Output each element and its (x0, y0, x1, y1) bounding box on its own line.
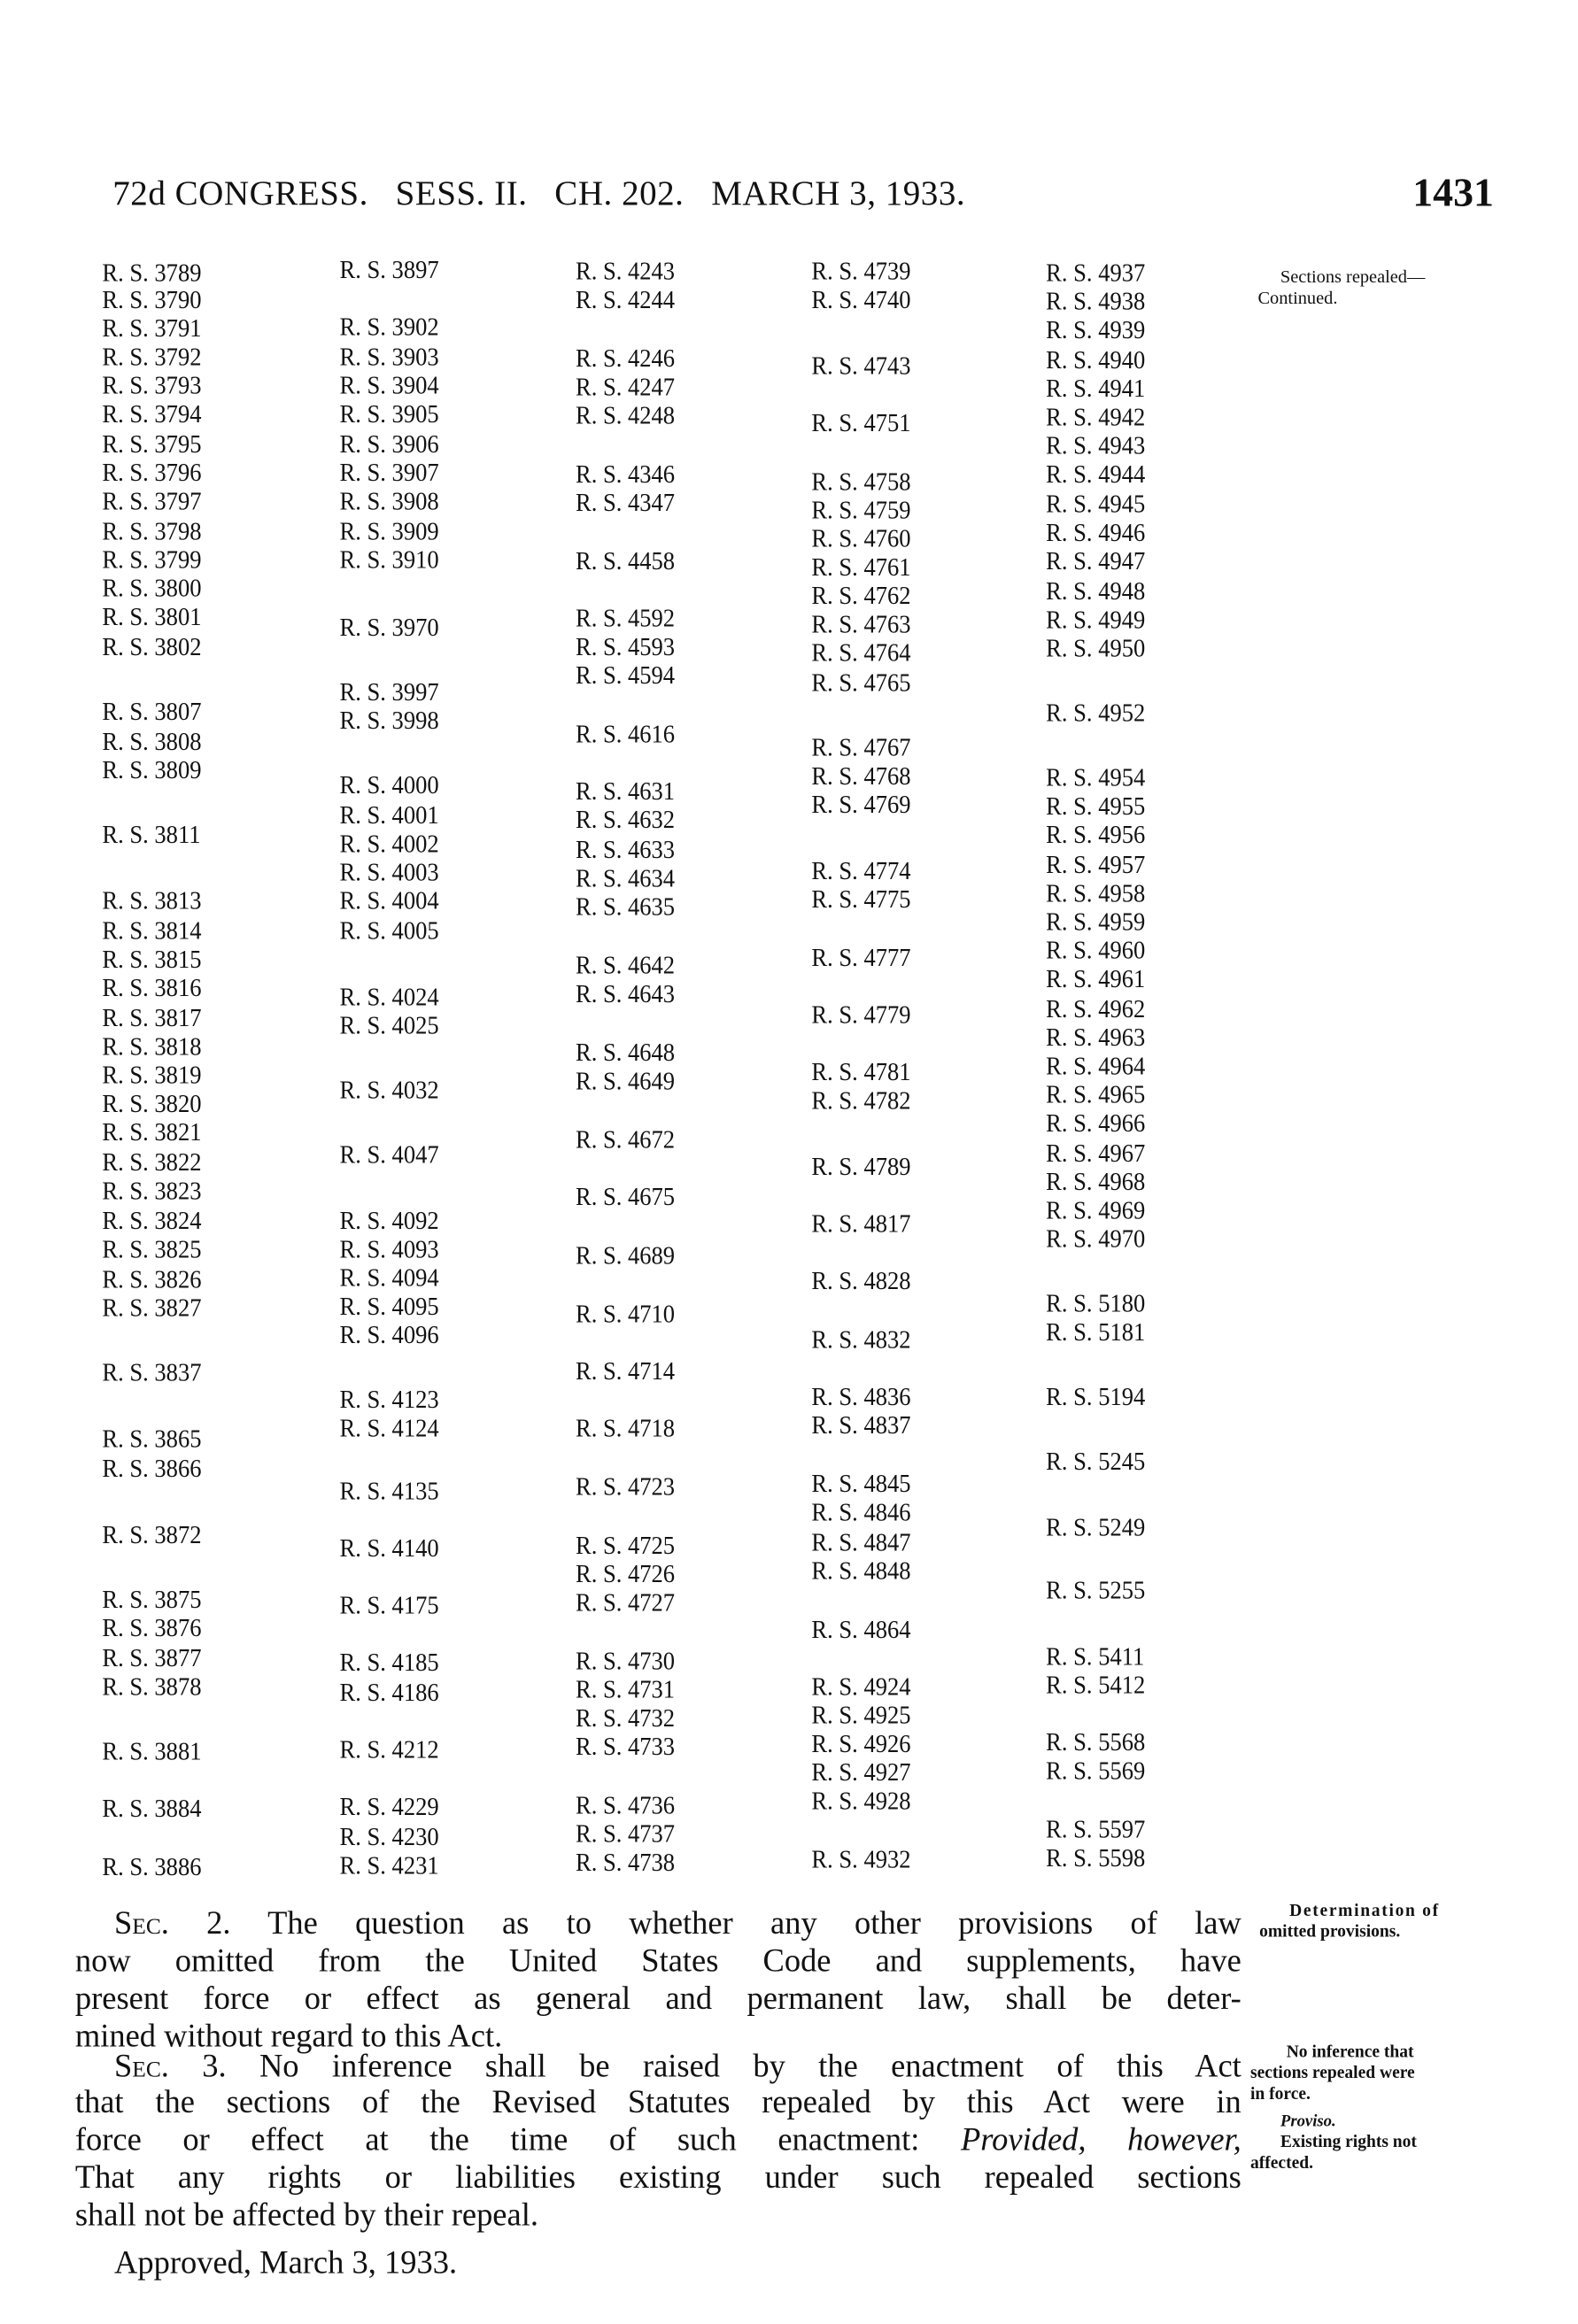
section-entry: R. S. 3909 (339, 516, 439, 546)
margin-note-existing-rights (1250, 2132, 1417, 2174)
section-entry: R. S. 3823 (102, 1176, 202, 1206)
section-entry: R. S. 3808 (102, 727, 202, 756)
sec3-line: shall not be affected by their repeal. (74, 2197, 538, 2233)
section-entry: R. S. 4231 (339, 1850, 439, 1880)
margin-note-no-inference (1250, 2042, 1415, 2104)
section-entry: R. S. 4723 (575, 1472, 676, 1502)
section-entry: R. S. 4949 (1046, 605, 1146, 635)
section-entry: R. S. 4743 (811, 351, 911, 381)
section-entry: R. S. 4733 (575, 1732, 676, 1762)
section-entry: R. S. 4952 (1046, 699, 1146, 728)
section-entry: R. S. 3797 (102, 486, 202, 516)
section-entry: R. S. 4782 (811, 1086, 911, 1116)
sec3-line (75, 2121, 1242, 2158)
section-entry: R. S. 4135 (339, 1477, 439, 1506)
sec2-line: mined without regard to this Act. (74, 2018, 503, 2054)
section-entry: R. S. 4649 (575, 1066, 676, 1096)
section-entry: R. S. 4759 (811, 496, 911, 525)
section-entry: R. S. 4789 (811, 1152, 911, 1181)
section-entry: R. S. 4751 (811, 408, 911, 437)
section-entry: R. S. 4964 (1046, 1051, 1146, 1081)
section-entry: R. S. 3826 (102, 1264, 202, 1294)
section-entry: R. S. 3791 (102, 313, 202, 343)
section-entry: R. S. 4001 (339, 800, 439, 830)
running-head: 72d CONGRESS. SESS. II. CH. 202. MARCH 3, 1933. (112, 174, 966, 212)
section-entry: R. S. 3872 (102, 1520, 202, 1549)
margin-note-line: omitted provisions. (1259, 1923, 1401, 1942)
section-entry: R. S. 5249 (1046, 1512, 1146, 1542)
section-entry: R. S. 3998 (339, 706, 439, 735)
section-entry: R. S. 3865 (102, 1424, 202, 1454)
section-entry: R. S. 4828 (811, 1266, 911, 1295)
section-entry: R. S. 4246 (575, 344, 676, 373)
section-label: Sec. (113, 1904, 169, 1942)
section-entry: R. S. 3878 (102, 1672, 202, 1702)
section-entry: R. S. 3815 (102, 945, 202, 974)
margin-note-proviso: Proviso. (1280, 2112, 1336, 2131)
section-entry: R. S. 5597 (1046, 1815, 1146, 1844)
section-entry: R. S. 3811 (102, 820, 201, 849)
section-entry: R. S. 4000 (339, 770, 439, 799)
section-entry: R. S. 3970 (339, 613, 439, 642)
section-entry: R. S. 4954 (1046, 763, 1146, 792)
section-entry: R. S. 4347 (575, 488, 676, 517)
margin-note-line: Existing rights not (1280, 2133, 1417, 2152)
section-entry: R. S. 4648 (575, 1038, 676, 1067)
section-entry: R. S. 5569 (1046, 1756, 1146, 1786)
section-entry: R. S. 4003 (339, 858, 439, 887)
section-entry: R. S. 4185 (339, 1648, 439, 1677)
approved-line: Approved, March 3, 1933. (113, 2244, 458, 2282)
section-entry: R. S. 4938 (1046, 287, 1146, 316)
margin-note-line: Continued. (1257, 287, 1338, 308)
section-entry: R. S. 3813 (102, 886, 202, 915)
section-entry: R. S. 4229 (339, 1792, 439, 1821)
section-entry: R. S. 3814 (102, 916, 202, 946)
section-entry: R. S. 4633 (575, 835, 676, 864)
sec2-line (114, 1905, 1242, 1942)
section-entry: R. S. 3824 (102, 1206, 202, 1236)
section-entry: R. S. 4832 (811, 1324, 911, 1355)
section-entry: R. S. 4965 (1046, 1080, 1146, 1109)
section-entry: R. S. 5194 (1046, 1382, 1146, 1411)
section-entry: R. S. 4672 (575, 1125, 676, 1154)
section-entry: R. S. 4247 (575, 372, 676, 402)
section-entry: R. S. 4767 (811, 733, 911, 762)
section-entry: R. S. 3904 (339, 371, 439, 400)
text: 2. The question as to whether any other provisions of law (168, 1904, 1242, 1942)
section-entry: R. S. 4845 (811, 1469, 911, 1499)
section-entry: R. S. 3790 (102, 285, 202, 314)
section-entry: R. S. 4762 (811, 581, 911, 611)
section-entry: R. S. 3796 (102, 458, 202, 487)
section-entry: R. S. 4244 (575, 285, 676, 314)
section-entry: R. S. 4248 (575, 401, 676, 430)
section-entry: R. S. 4950 (1046, 634, 1146, 663)
section-entry: R. S. 4024 (339, 982, 439, 1012)
section-entry: R. S. 3807 (102, 697, 202, 726)
section-entry: R. S. 4004 (339, 886, 439, 915)
section-entry: R. S. 4779 (811, 1000, 911, 1030)
section-entry: R. S. 3799 (102, 545, 202, 575)
section-entry: R. S. 4631 (575, 776, 676, 806)
section-entry: R. S. 4458 (575, 546, 676, 575)
section-entry: R. S. 4738 (575, 1848, 676, 1877)
section-entry: R. S. 3792 (102, 342, 202, 372)
section-entry: R. S. 3822 (102, 1147, 202, 1177)
section-entry: R. S. 4758 (811, 467, 911, 497)
section-entry: R. S. 4781 (811, 1057, 911, 1087)
section-entry: R. S. 3802 (102, 632, 202, 661)
section-entry: R. S. 3881 (102, 1736, 202, 1766)
section-entry: R. S. 5181 (1046, 1317, 1146, 1347)
section-entry: R. S. 4714 (575, 1356, 676, 1386)
section-entry: R. S. 4846 (811, 1498, 911, 1527)
section-entry: R. S. 4968 (1046, 1167, 1146, 1196)
margin-note-determination (1259, 1901, 1440, 1943)
section-entry: R. S. 4594 (575, 660, 676, 690)
margin-note-sections-repealed (1257, 266, 1426, 308)
section-entry: R. S. 3907 (339, 458, 439, 487)
section-entry: R. S. 4732 (575, 1703, 676, 1733)
section-entry: R. S. 4642 (575, 951, 676, 980)
text: force or effect at the time of such enactment: (74, 2121, 962, 2158)
section-entry: R. S. 4737 (575, 1819, 676, 1849)
section-entry: R. S. 3798 (102, 516, 202, 546)
sec3-line (114, 2048, 1242, 2084)
section-entry: R. S. 4726 (575, 1559, 676, 1588)
section-entry: R. S. 3794 (102, 399, 202, 429)
section-entry: R. S. 4847 (811, 1527, 911, 1557)
section-entry: R. S. 4634 (575, 863, 676, 893)
section-entry: R. S. 5411 (1046, 1641, 1145, 1672)
sec3-line: that the sections of the Revised Statutes repealed by this Act were in (74, 2083, 1242, 2120)
section-entry: R. S. 4761 (811, 552, 911, 582)
section-entry: R. S. 4967 (1046, 1139, 1146, 1168)
section-entry: R. S. 4924 (811, 1672, 911, 1702)
sec3-line: That any rights or liabilities existing under such repealed sections (74, 2158, 1242, 2196)
section-entry: R. S. 3809 (102, 755, 202, 784)
section-entry: R. S. 3793 (102, 371, 202, 400)
section-entry: R. S. 3910 (339, 545, 439, 575)
section-entry: R. S. 4937 (1046, 258, 1146, 288)
section-entry: R. S. 4727 (575, 1587, 676, 1618)
section-entry: R. S. 3884 (102, 1794, 202, 1823)
section-entry: R. S. 3817 (102, 1003, 202, 1032)
section-entry: R. S. 4817 (811, 1209, 911, 1239)
section-entry: R. S. 4730 (575, 1647, 676, 1676)
section-entry: R. S. 4925 (811, 1701, 911, 1730)
section-entry: R. S. 4092 (339, 1206, 439, 1236)
section-entry: R. S. 4774 (811, 856, 911, 885)
section-entry: R. S. 4947 (1046, 546, 1146, 575)
section-entry: R. S. 4243 (575, 257, 676, 286)
section-entry: R. S. 4186 (339, 1678, 439, 1707)
section-entry: R. S. 3897 (339, 255, 439, 284)
section-entry: R. S. 4212 (339, 1735, 439, 1764)
section-label: Sec. (113, 2048, 169, 2084)
section-entry: R. S. 4025 (339, 1011, 439, 1040)
section-entry: R. S. 4140 (339, 1533, 439, 1563)
margin-note-line: Determination of (1289, 1902, 1440, 1920)
section-entry: R. S. 4777 (811, 943, 911, 973)
section-entry: R. S. 4940 (1046, 345, 1146, 374)
section-entry: R. S. 4093 (339, 1235, 439, 1264)
section-entry: R. S. 4124 (339, 1413, 439, 1443)
section-entry: R. S. 4095 (339, 1292, 439, 1321)
section-entry: R. S. 4005 (339, 916, 439, 946)
section-entry: R. S. 3819 (102, 1061, 202, 1090)
section-entry: R. S. 4592 (575, 604, 676, 633)
section-entry: R. S. 4969 (1046, 1195, 1146, 1225)
section-entry: R. S. 4957 (1046, 850, 1146, 879)
section-entry: R. S. 4123 (339, 1385, 439, 1414)
section-entry: R. S. 3825 (102, 1235, 202, 1264)
section-entry: R. S. 5180 (1046, 1289, 1146, 1318)
section-entry: R. S. 4047 (339, 1140, 439, 1170)
section-entry: R. S. 5255 (1046, 1576, 1146, 1605)
section-entry: R. S. 4718 (575, 1413, 676, 1443)
section-entry: R. S. 4689 (575, 1240, 676, 1270)
section-entry: R. S. 4956 (1046, 820, 1146, 849)
section-entry: R. S. 3800 (102, 574, 202, 603)
section-entry: R. S. 4740 (811, 285, 911, 314)
section-entry: R. S. 4837 (811, 1410, 911, 1440)
margin-note-line: affected. (1249, 2154, 1313, 2173)
section-entry: R. S. 3997 (339, 677, 439, 706)
page-number: 1431 (1412, 169, 1494, 215)
section-entry: R. S. 4731 (575, 1675, 676, 1704)
section-entry: R. S. 4927 (811, 1757, 911, 1787)
section-entry: R. S. 4966 (1046, 1108, 1146, 1138)
section-entry: R. S. 4632 (575, 805, 676, 834)
section-entry: R. S. 4175 (339, 1591, 439, 1620)
margin-note-line: Sections repealed— (1280, 266, 1426, 288)
section-entry: R. S. 4864 (811, 1615, 911, 1644)
section-entry: R. S. 4926 (811, 1729, 911, 1758)
section-entry: R. S. 3866 (102, 1454, 202, 1484)
section-entry: R. S. 4096 (339, 1320, 439, 1349)
section-entry: R. S. 4963 (1046, 1023, 1146, 1052)
section-entry: R. S. 5245 (1046, 1447, 1146, 1476)
section-entry: R. S. 4763 (811, 610, 911, 639)
section-entry: R. S. 4943 (1046, 431, 1146, 460)
section-entry: R. S. 4970 (1046, 1224, 1146, 1254)
section-entry: R. S. 4928 (811, 1786, 911, 1816)
section-entry: R. S. 4736 (575, 1790, 676, 1820)
section-entry: R. S. 4836 (811, 1382, 911, 1411)
section-entry: R. S. 4725 (575, 1531, 676, 1560)
margin-note-line: No inference that (1286, 2043, 1414, 2062)
section-entry: R. S. 3818 (102, 1031, 202, 1062)
section-entry: R. S. 5568 (1046, 1727, 1146, 1757)
section-entry: R. S. 4945 (1046, 490, 1146, 519)
section-entry: R. S. 4094 (339, 1263, 439, 1293)
section-entry: R. S. 4768 (811, 761, 911, 791)
section-entry: R. S. 3906 (339, 429, 439, 459)
section-entry: R. S. 4002 (339, 829, 439, 859)
section-entry: R. S. 4932 (811, 1845, 911, 1874)
section-entry: R. S. 4960 (1046, 936, 1146, 965)
section-entry: R. S. 4616 (575, 719, 676, 749)
sec2-line: present force or effect as general and permanent law, shall be deter- (74, 1980, 1242, 2017)
section-entry: R. S. 4760 (811, 524, 911, 553)
section-entry: R. S. 4941 (1046, 374, 1146, 403)
section-entry: R. S. 4848 (811, 1556, 911, 1586)
margin-note-line: sections repealed were (1249, 2064, 1415, 2083)
section-entry: R. S. 5598 (1046, 1843, 1146, 1872)
section-entry: R. S. 3877 (102, 1643, 202, 1672)
section-entry: R. S. 4948 (1046, 576, 1146, 606)
text: 3. No inference shall be raised by the enactment of this Act (168, 2048, 1242, 2084)
sec2-line: now omitted from the United States Code and supplements, have (74, 1942, 1242, 1980)
section-entry: R. S. 4635 (575, 892, 676, 922)
section-entry: R. S. 4962 (1046, 994, 1146, 1023)
section-entry: R. S. 4775 (811, 884, 911, 914)
section-entry: R. S. 3902 (339, 312, 439, 342)
section-entry: R. S. 3820 (102, 1089, 202, 1118)
section-entry: R. S. 4739 (811, 257, 911, 286)
section-entry: R. S. 4230 (339, 1822, 439, 1851)
section-entry: R. S. 4944 (1046, 459, 1146, 489)
section-entry: R. S. 3827 (102, 1293, 202, 1323)
section-entry: R. S. 5412 (1046, 1671, 1146, 1700)
section-entry: R. S. 3908 (339, 486, 439, 516)
section-entry: R. S. 4939 (1046, 315, 1146, 344)
section-entry: R. S. 3801 (102, 602, 202, 631)
section-entry: R. S. 4710 (575, 1299, 676, 1329)
section-entry: R. S. 3876 (102, 1613, 202, 1642)
section-entry: R. S. 4961 (1046, 964, 1146, 993)
proviso-text: Provided, however, (961, 2121, 1242, 2158)
section-entry: R. S. 3837 (102, 1358, 202, 1387)
section-entry: R. S. 3905 (339, 399, 439, 429)
section-entry: R. S. 4955 (1046, 791, 1146, 821)
section-entry: R. S. 4959 (1046, 907, 1146, 937)
section-entry: R. S. 3795 (102, 429, 202, 459)
section-entry: R. S. 3875 (102, 1585, 202, 1614)
section-entry: R. S. 4643 (575, 979, 676, 1008)
section-entry: R. S. 4958 (1046, 878, 1146, 908)
section-entry: R. S. 4593 (575, 632, 676, 661)
section-entry: R. S. 3903 (339, 342, 439, 372)
section-entry: R. S. 4346 (575, 459, 676, 489)
section-entry: R. S. 4675 (575, 1182, 676, 1211)
section-entry: R. S. 3816 (102, 973, 202, 1002)
margin-note-line: in force. (1249, 2085, 1311, 2104)
section-entry: R. S. 3789 (102, 258, 202, 288)
section-entry: R. S. 4946 (1046, 518, 1146, 547)
section-entry: R. S. 3886 (102, 1852, 202, 1881)
section-entry: R. S. 4942 (1046, 402, 1146, 432)
section-entry: R. S. 4765 (811, 668, 911, 698)
section-entry: R. S. 3821 (102, 1117, 202, 1147)
section-entry: R. S. 4769 (811, 790, 911, 819)
section-entry: R. S. 4032 (339, 1076, 439, 1105)
section-entry: R. S. 4764 (811, 638, 911, 668)
